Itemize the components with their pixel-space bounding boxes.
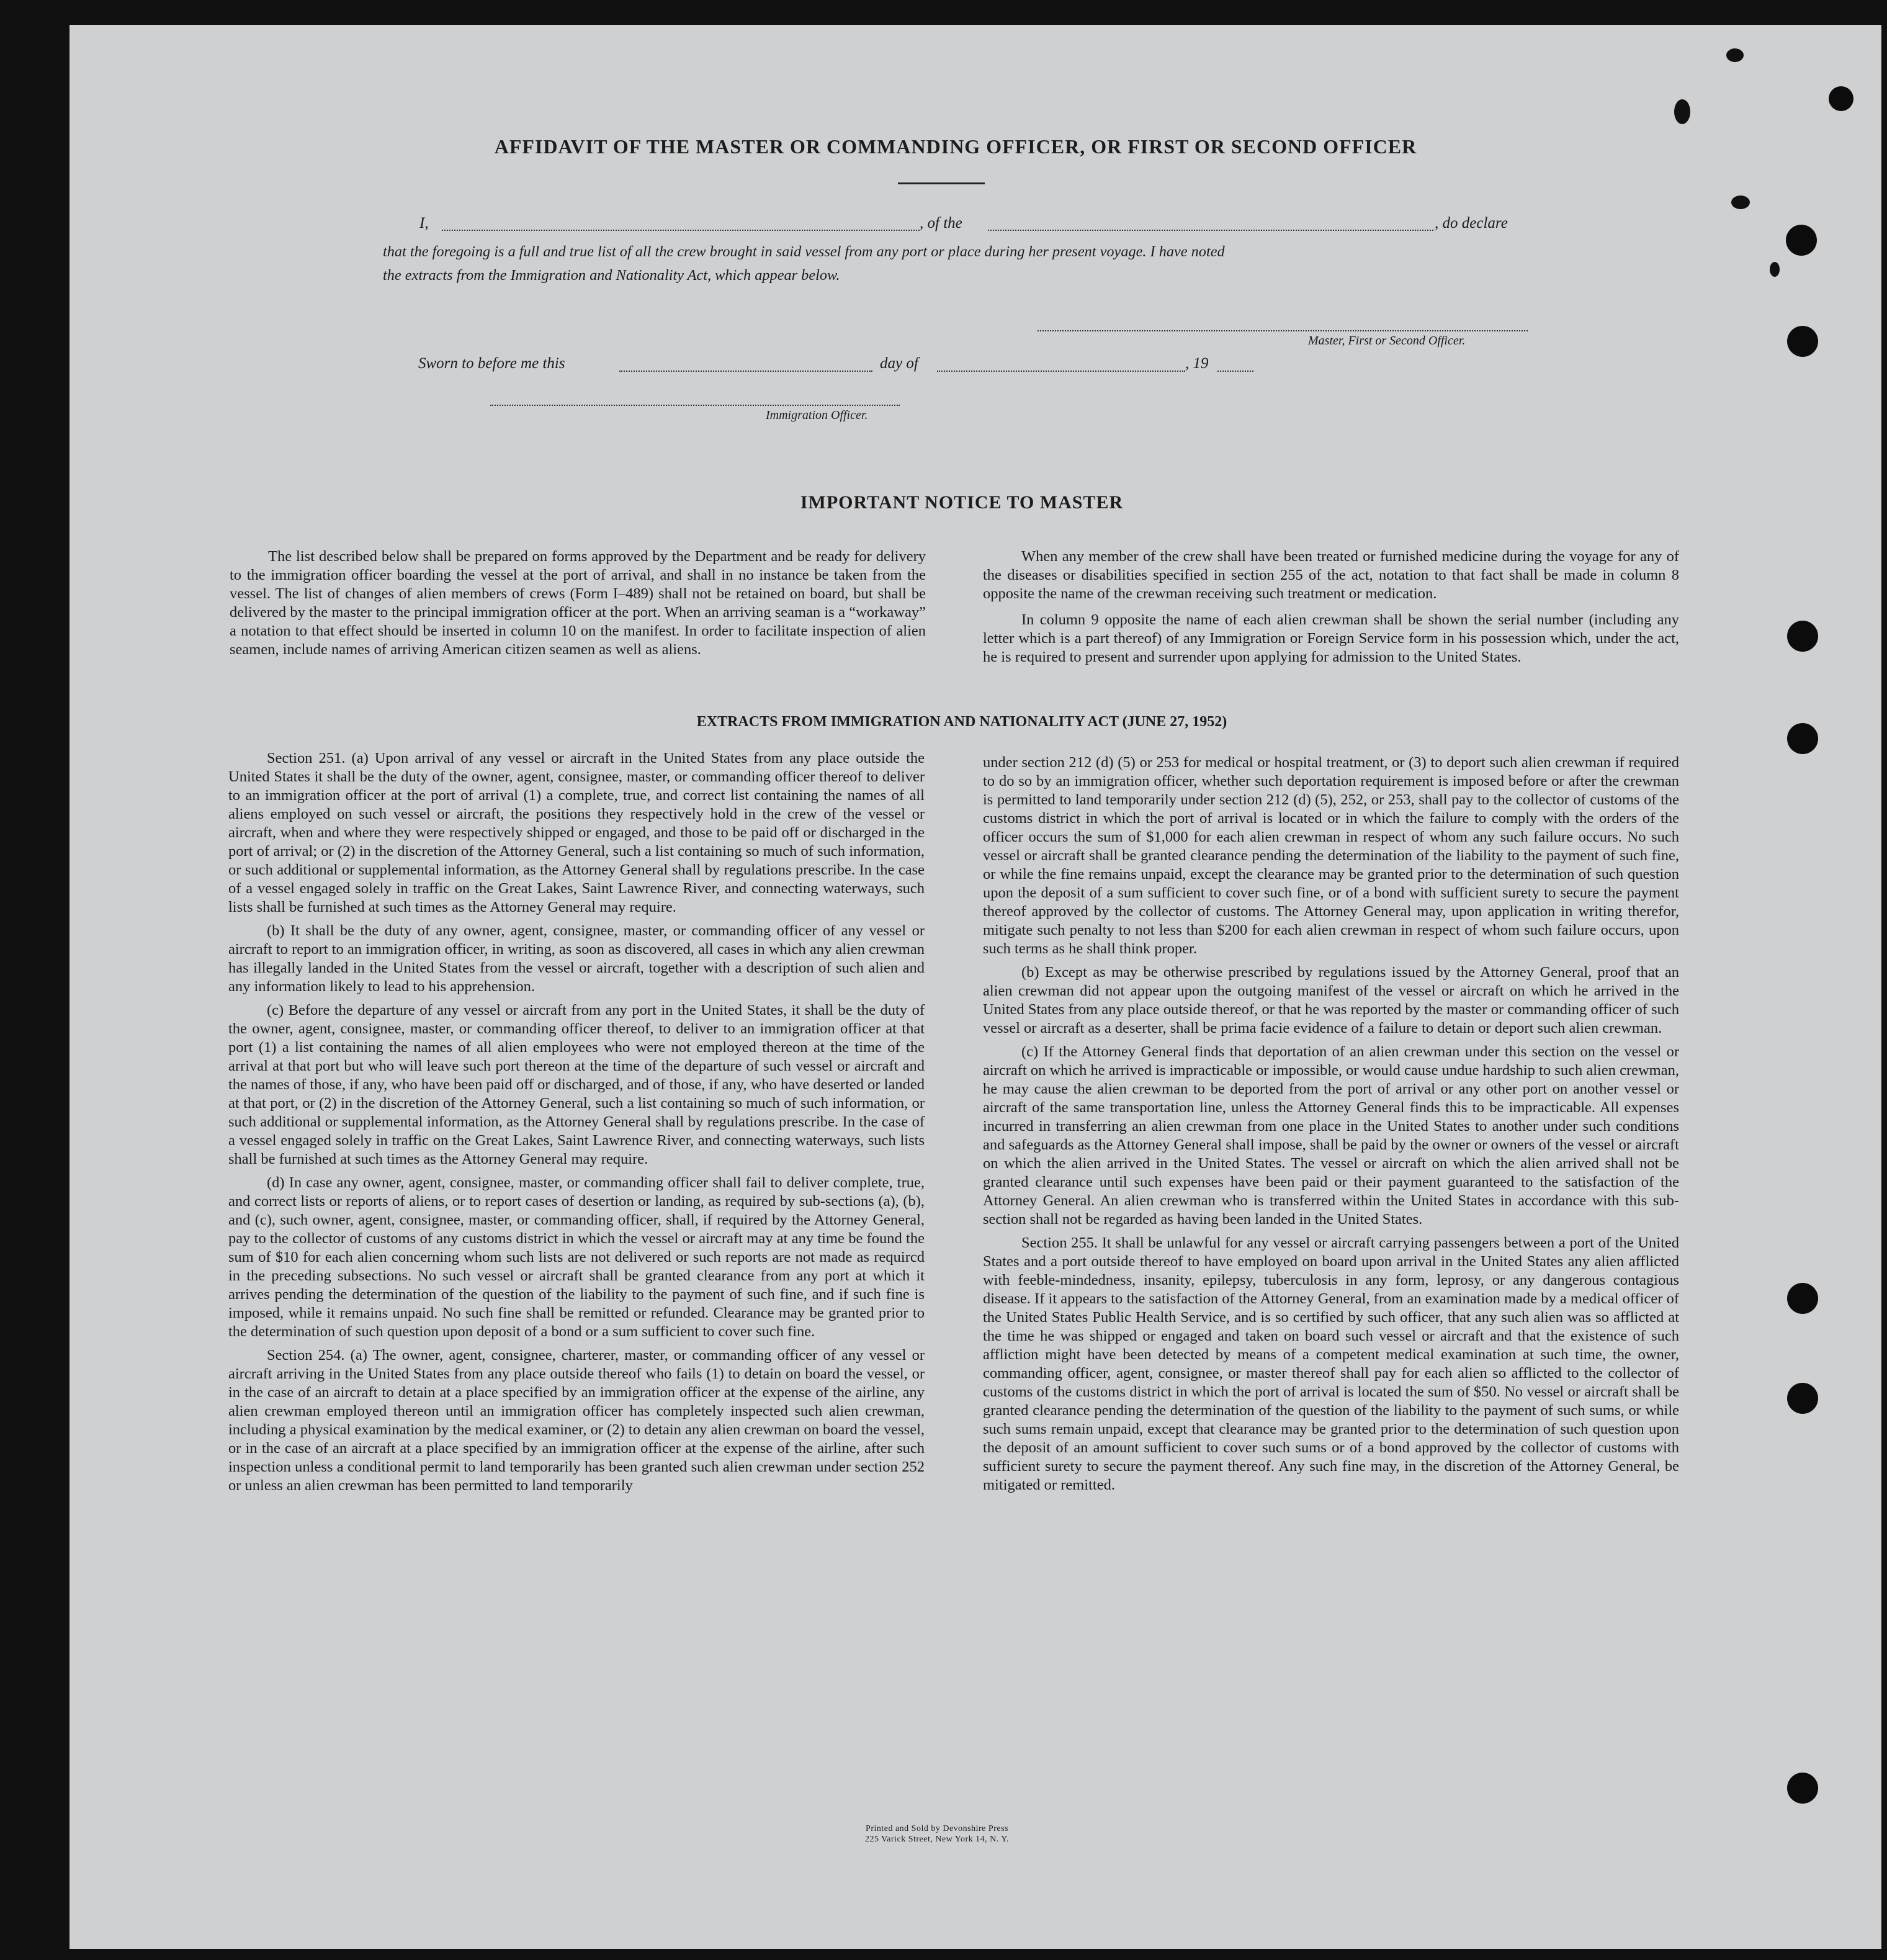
year-label: , 19 bbox=[1185, 355, 1209, 372]
notice-left-column bbox=[230, 547, 926, 664]
sworn-month-field[interactable] bbox=[937, 371, 1185, 372]
extract-paragraph: Section 251. (a) Upon arrival of any vessel or aircraft in the United States from any place outside the United States it shall be the duty of the owner, agent, consignee, master, or commanding officer thereof to deliver to an immigration officer at the port of arrival (1) a complete, true, and correct list containing the names of all aliens employed on such vessel or aircraft, the positions they respectively hold in the crew of the vessel or aircraft, when and where they were respectively shipped or engaged, and those to be paid off or discharged in the port of arrival; or (2) in the discretion of the Attorney General, such a list containing so much of such information, or such additional or supplemental information, as the Attorney General shall by regulations prescribe. In the case of a vessel engaged solely in traffic on the Great Lakes, Saint Lawrence River, and connecting waterways, such lists shall be furnished at such times as the Attorney General may require. bbox=[228, 750, 925, 915]
affidavit-i-label: I, bbox=[419, 215, 429, 232]
affidavit-statement-line: that the foregoing is a full and true list of all the crew brought in said vessel from any port or place during her present voyage. I have noted bbox=[383, 243, 1225, 260]
immigration-officer-label: Immigration Officer. bbox=[766, 408, 868, 422]
extract-paragraph: (c) If the Attorney General finds that deportation of an alien crewman under this section on the vessel or aircraft on which he arrived is impracticable or impossible, or would cause undue hardship to such alien crewman, he may cause the alien crewman to be deported from the port of arrival or any other port on another vessel or aircraft of the same transportation line, unless the Attorney General finds this to be impracticable. All expenses incurred in transferring an alien crewman from one place in the United States to another under such conditions and safeguards as the Attorney General shall impose, shall be paid by the owner or owners of the vessel or aircraft on which the alien arrived in the United States. The vessel or aircraft on which the alien arrived shall not be granted clearance until such expenses have been paid or their payment guaranteed to the satisfaction of the Attorney General. An alien crewman who is transferred within the United States in accordance with this sub-section shall not be regarded as having been landed in the United States. bbox=[983, 1043, 1679, 1228]
extract-paragraph: (b) Except as may be otherwise prescribed by regulations issued by the Attorney General, proof that an alien crewman did not appear upon the outgoing manifest of the vessel or aircraft on which he arrived in the United States from any place outside thereof, or that he was reported by the master or commanding officer of such vessel or aircraft as a deserter, shall be prima facie evidence of a failure to detain or deport such alien crewman. bbox=[983, 964, 1679, 1036]
notice-paragraph: The list described below shall be prepared on forms approved by the Department and be ready for delivery to the immigration officer boarding the vessel at the port of arrival, and shall in no instance be taken from the vessel. The list of changes of alien members of crews (Form I–489) shall not be retained on board, but shall be delivered by the master to the principal immigration officer at the port. When an arriving seaman is a “workaway” a notation to that effect should be inserted in column 10 on the manifest. In order to facilitate inspection of alien seamen, include names of arriving American citizen seamen as well as aliens. bbox=[230, 548, 926, 658]
punch-hole bbox=[1787, 1283, 1818, 1314]
printer-line: Printed and Sold by Devonshire Press bbox=[866, 1824, 1008, 1833]
immigration-officer-signature-field[interactable] bbox=[490, 405, 900, 406]
extracts-right-column bbox=[983, 753, 1679, 1499]
notice-paragraph: When any member of the crew shall have been treated or furnished medicine during the voyage for any of the diseases or disabilities specified in section 255 of the act, notation to that fact shall be made in column 8 opposite the name of the crewman receiving such treatment or medication. bbox=[983, 548, 1679, 602]
affidavit-of-the-label: , of the bbox=[920, 215, 962, 232]
sworn-label: Sworn to before me this bbox=[418, 355, 565, 372]
punch-hole bbox=[1787, 1383, 1818, 1414]
extract-paragraph: Section 254. (a) The owner, agent, consignee, charterer, master, or commanding officer of any vessel or aircraft arriving in the United States from any place outside thereof who fails (1) to detain on board the vessel, or in the case of an aircraft to detain at a place specified by an immigration officer at the expense of the airline, any alien crewman employed thereon until an immigration officer has completely inspected such alien crewman, including a physical examination by the medical examiner, or (2) to detain any alien crewman on board the vessel, or in the case of an aircraft at a place specified by an immigration officer at the expense of the airline, after such inspection unless a conditional permit to land temporarily has been granted such alien crewman under section 252 or unless an alien crewman has been permitted to land temporarily bbox=[228, 1347, 925, 1494]
sworn-year-field[interactable] bbox=[1217, 371, 1253, 372]
affidavit-title: AFFIDAVIT OF THE MASTER OR COMMANDING OFFICER, OR FIRST OR SECOND OFFICER bbox=[494, 135, 1417, 158]
extract-paragraph: under section 212 (d) (5) or 253 for medical or hospital treatment, or (3) to deport such alien crewman if required to do so by an immigration officer, whether such deportation requirement is imposed before or after the crewman is permitted to land temporarily under section 212 (d) (5), 252, or 253, shall pay to the collector of customs of the customs district in which the port of arrival is located or in which the failure to comply with the orders of the officer occurs the sum of $1,000 for each alien crewman in respect of whom any such failure occurs. No such vessel or aircraft shall be granted clearance pending the determination of the liability to the payment of such fine, or while the fine remains unpaid, except the clearance may be granted prior to the determination of such question upon the deposit of a sum sufficient to cover such fine, or of a bond with sufficient surety to secure the payment thereof approved by the collector of customs. The Attorney General may, upon application in writing therefor, mitigate such penalty to not less than $200 for each alien crewman in respect of whom such failure occurs, upon such terms as he shall think proper. bbox=[983, 754, 1679, 957]
extracts-heading: EXTRACTS FROM IMMIGRATION AND NATIONALITY ACT (JUNE 27, 1952) bbox=[696, 714, 1227, 730]
name-field[interactable] bbox=[442, 230, 920, 231]
notice-heading: IMPORTANT NOTICE TO MASTER bbox=[800, 492, 1124, 513]
ink-speck bbox=[1770, 262, 1780, 277]
punch-hole bbox=[1787, 723, 1818, 754]
master-signature-field[interactable] bbox=[1038, 330, 1528, 331]
extract-paragraph: (d) In case any owner, agent, consignee, master, or commanding officer shall fail to deliver complete, true, and correct lists or reports of aliens, or to report cases of desertion or landing, as required by sub-sections (a), (b), and (c), such owner, agent, consignee, master, or commanding officer, shall, if required by the Attorney General, pay to the collector of customs of any customs district in which the vessel or aircraft may at any time be found the sum of $10 for each alien concerning whom such lists are not delivered or such reports are not made as requircd in the preceding subsections. No such vessel or aircraft shall be granted clearance from any port at which it arrives pending the determination of the question of the liability to the payment of such fine, and if such fine is imposed, while it remains unpaid. No such fine shall be remitted or refunded. Clearance may be granted prior to the determination of such question upon deposit of a bond or a sum sufficient to cover such fine. bbox=[228, 1174, 925, 1340]
printer-address: 225 Varick Street, New York 14, N. Y. bbox=[864, 1835, 1010, 1844]
affidavit-statement-line: the extracts from the Immigration and Nationality Act, which appear below. bbox=[383, 267, 840, 284]
ink-speck bbox=[1674, 99, 1690, 124]
extract-paragraph: (b) It shall be the duty of any owner, agent, consignee, master, or commanding officer of any vessel or aircraft to report to an immigration officer, in writing, as soon as discovered, all cases in which any alien crewman has illegally landed in the United States from the vessel or aircraft, together with a description of such alien and any information likely to lead to his apprehension. bbox=[228, 922, 925, 995]
notice-paragraph: In column 9 opposite the name of each alien crewman shall be shown the serial number (including any letter which is a part thereof) of any Immigration or Foreign Service form in his possession which, under the act, he is required to present and surrender upon applying for admission to the United States. bbox=[983, 611, 1679, 665]
punch-hole bbox=[1786, 225, 1817, 256]
master-signature-label: Master, First or Second Officer. bbox=[1308, 334, 1466, 348]
title-rule bbox=[898, 182, 985, 184]
punch-hole bbox=[1787, 621, 1818, 652]
notice-right-column bbox=[983, 547, 1679, 672]
ink-speck bbox=[1726, 48, 1744, 62]
vessel-field[interactable] bbox=[988, 230, 1433, 231]
punch-hole bbox=[1787, 326, 1818, 357]
day-of-label: day of bbox=[880, 355, 918, 372]
ink-speck bbox=[1731, 196, 1750, 209]
affidavit-declare-label: , do declare bbox=[1435, 215, 1508, 232]
extract-paragraph: Section 255. It shall be unlawful for any vessel or aircraft carrying passengers between a port of the United States and a port outside thereof to have employed on board upon arrival in the United States any alien afflicted with feeble-mindedness, insanity, epilepsy, tuberculosis in any form, leprosy, or any dangerous contagious disease. If it appears to the satisfaction of the Attorney General, from an examination made by a medical officer of the United States Public Health Service, and is so certified by such officer, that any such alien was so afflicted at the time he was shipped or engaged and taken on board such vessel or aircraft and that the existence of such affliction might have been detected by means of a competent medical examination at such time, the owner, commanding officer, agent, consignee, or master thereof shall pay for each alien so afflicted to the collector of customs of the customs district in which the port of arrival is located the sum of $50. No vessel or aircraft shall be granted clearance pending the determination of the question of the liability to the payment of such sums, or while such sums remain unpaid, except that clearance may be granted prior to the determination of such question upon the deposit of an amount sufficient to cover such sums or of a bond approved by the collector of customs with sufficient surety to secure the payment thereof. Any such fine may, in the discretion of the Attorney General, be mitigated or remitted. bbox=[983, 1234, 1679, 1493]
extract-paragraph: (c) Before the departure of any vessel or aircraft from any port in the United States, it shall be the duty of the owner, agent, consignee, master, or commanding officer thereof, to deliver to an immigration officer at that port (1) a list containing the names of all alien employees who were not employed thereon at the time of the arrival at that port but who will leave such port thereon at the time of the departure of such vessel or aircraft and the names of those, if any, who have been paid off or discharged, and of those, if any, who have deserted or landed at that port, or (2) in the discretion of the Attorney General, such a list containing so much of such information, or such additional or supplemental information, as the Attorney General shall by regulations prescribe. In the case of a vessel engaged solely in traffic on the Great Lakes, Saint Lawrence River, and connecting waterways, such lists shall be furnished at such times as the Attorney General may require. bbox=[228, 1002, 925, 1167]
punch-hole bbox=[1787, 1773, 1818, 1804]
extracts-left-column bbox=[228, 749, 925, 1500]
punch-hole bbox=[1829, 86, 1853, 111]
printer-imprint bbox=[782, 1823, 1092, 1845]
sworn-day-field[interactable] bbox=[619, 371, 872, 372]
